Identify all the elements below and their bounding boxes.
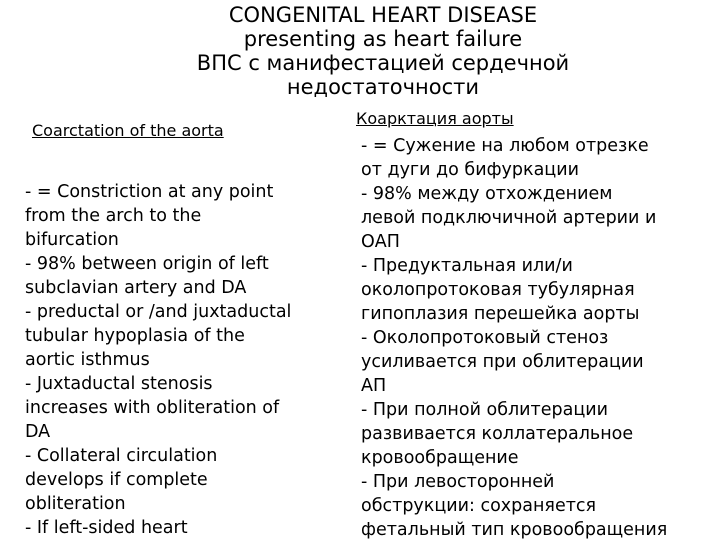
title-line-2: presenting as heart failure	[243, 27, 523, 51]
right-line: кровообращение	[361, 448, 519, 468]
left-line: tubular hypoplasia of the	[25, 326, 245, 346]
left-line: subclavian artery and DA	[25, 278, 247, 298]
left-line: from the arch to the	[25, 206, 202, 226]
title-line-3: ВПС с манифестацией сердечной	[196, 51, 570, 75]
left-line: obliteration	[25, 494, 126, 514]
left-line: increases with obliteration of	[25, 398, 280, 418]
right-line: - 98% между отхождением	[361, 184, 613, 204]
right-line: левой подключичной артерии и	[361, 208, 657, 228]
right-line: околопротоковая тубулярная	[361, 280, 635, 300]
right-column-body	[361, 134, 716, 542]
left-column-body	[25, 180, 345, 540]
right-line: обструкции: сохраняется	[361, 496, 597, 516]
left-line: DA	[25, 422, 51, 442]
left-line: - Collateral circulation	[25, 446, 218, 466]
right-line: - Предуктальная или/и	[361, 256, 573, 276]
right-line: фетальный тип кровообращения	[361, 520, 668, 540]
left-column-heading: Coarctation of the aorta	[32, 121, 224, 140]
left-line: - = Constriction at any point	[25, 182, 274, 202]
right-line: - Околопротоковый стеноз	[361, 328, 609, 348]
slide-title	[0, 3, 720, 99]
title-line-1: CONGENITAL HEART DISEASE	[228, 3, 538, 27]
left-line: develops if complete	[25, 470, 208, 490]
left-line: bifurcation	[25, 230, 119, 250]
right-line: - При левосторонней	[361, 472, 555, 492]
left-line: aortic isthmus	[25, 350, 150, 370]
left-line: - If left-sided heart	[25, 518, 188, 538]
left-line: - 98% between origin of left	[25, 254, 269, 274]
left-line: - preductal or /and juxtaductal	[25, 302, 292, 322]
right-line: усиливается при облитерации	[361, 352, 644, 372]
right-line: - = Сужение на любом отрезке	[361, 136, 649, 156]
right-line: - При полной облитерации	[361, 400, 609, 420]
right-line: гипоплазия перешейка аорты	[361, 304, 640, 324]
right-column-heading: Коарктация аорты	[356, 109, 514, 128]
right-line: ОАП	[361, 232, 400, 252]
right-line: от дуги до бифуркации	[361, 160, 579, 180]
right-line: развивается коллатеральное	[361, 424, 634, 444]
left-line: - Juxtaductal stenosis	[25, 374, 213, 394]
right-line: АП	[361, 376, 387, 396]
title-line-4: недостаточности	[286, 75, 480, 99]
